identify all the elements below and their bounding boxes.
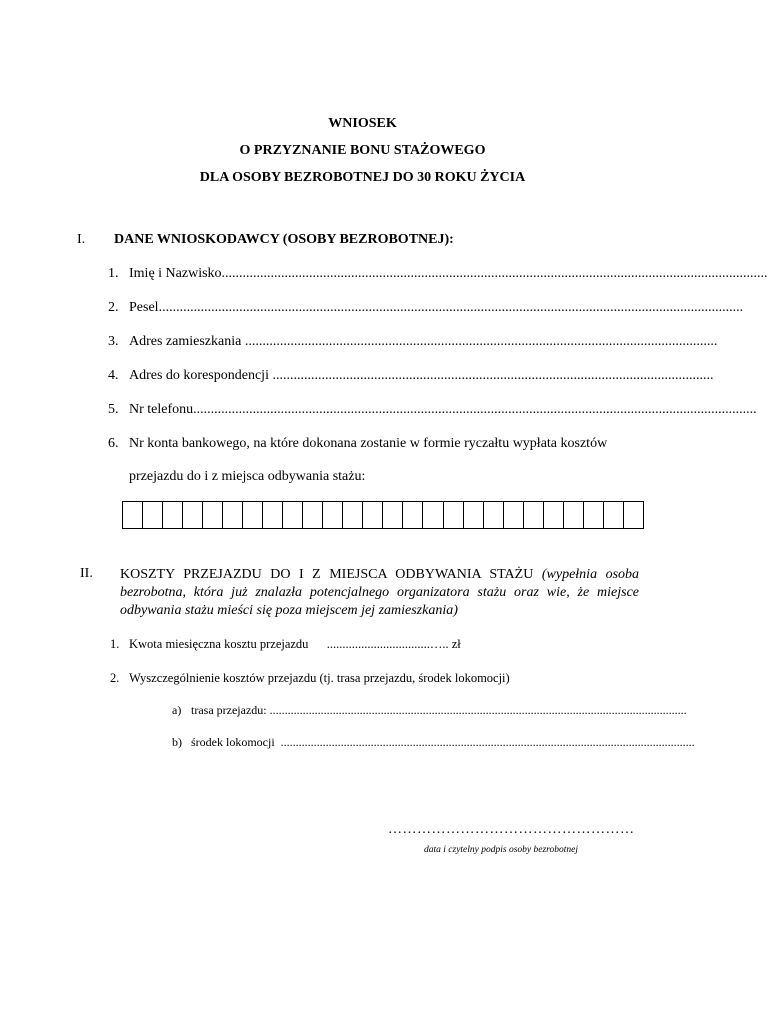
account-digit-box[interactable] (323, 502, 343, 528)
form-title-line-1: WNIOSEK (328, 116, 397, 131)
route-field-dots: ........................................................................................................................................... (266, 703, 687, 717)
address-field-dots: ....................................................................................................................................... (241, 334, 718, 349)
account-digit-box[interactable] (464, 502, 484, 528)
bank-account-label-line-1: Nr konta bankowego, na które dokonana zostanie w formie ryczałtu wypłata kosztów (129, 436, 608, 451)
route-field[interactable] (191, 703, 687, 718)
account-digit-box[interactable] (123, 502, 143, 528)
account-digit-box[interactable] (604, 502, 624, 528)
correspondence-address-field[interactable] (129, 368, 714, 384)
account-digit-box[interactable] (584, 502, 604, 528)
phone-field[interactable] (129, 402, 757, 418)
transport-field[interactable] (191, 735, 695, 750)
section-2-number: II. (80, 566, 93, 581)
item-1-number: 1. (108, 266, 119, 281)
section-2-heading: KOSZTY PRZEJAZDU DO I Z MIEJSCA ODBYWANIA STAŻU (120, 567, 534, 582)
account-digit-box[interactable] (163, 502, 183, 528)
pesel-field-label: Pesel (129, 300, 159, 315)
monthly-cost-label: Kwota miesięczna kosztu przejazdu (129, 637, 309, 651)
account-digit-box[interactable] (624, 502, 643, 528)
sec2-item-2-number: 2. (110, 671, 120, 685)
account-digit-box[interactable] (423, 502, 443, 528)
section-1-number: I. (77, 232, 86, 247)
account-digit-box[interactable] (524, 502, 544, 528)
account-digit-box[interactable] (183, 502, 203, 528)
transport-field-label: środek lokomocji (191, 735, 275, 749)
name-field[interactable] (129, 266, 768, 282)
sub-item-a-letter: a) (172, 703, 182, 717)
account-digit-box[interactable] (363, 502, 383, 528)
cost-breakdown-label: Wyszczególnienie kosztów przejazdu (tj. trasa przejazdu, środek lokomocji) (129, 671, 510, 685)
account-digit-box[interactable] (444, 502, 464, 528)
account-digit-box[interactable] (564, 502, 584, 528)
pesel-field-dots: ....................................................................................................................................................................... (158, 300, 744, 315)
pesel-field[interactable] (129, 300, 744, 316)
item-3-number: 3. (108, 334, 119, 349)
item-4-number: 4. (108, 368, 119, 383)
monthly-cost-dots: .................................….. (326, 637, 449, 651)
account-digit-box[interactable] (504, 502, 524, 528)
account-digit-box[interactable] (203, 502, 223, 528)
signature-line[interactable]: …………………………………………… (388, 822, 635, 837)
account-digit-box[interactable] (484, 502, 504, 528)
correspondence-address-field-label: Adres do korespondencji (129, 368, 269, 383)
item-5-number: 5. (108, 402, 119, 417)
correspondence-address-field-dots: .............................................................................................................................. (268, 368, 714, 383)
currency-unit: zł (451, 637, 461, 651)
sec2-item-1-number: 1. (110, 637, 120, 651)
monthly-cost-field[interactable] (129, 637, 461, 652)
bank-account-input[interactable] (122, 501, 644, 529)
account-digit-box[interactable] (544, 502, 564, 528)
account-digit-box[interactable] (283, 502, 303, 528)
account-digit-box[interactable] (263, 502, 283, 528)
account-digit-box[interactable] (383, 502, 403, 528)
section-1-heading: DANE WNIOSKODAWCY (OSOBY BEZROBOTNEJ): (114, 232, 454, 247)
section-2-header (120, 566, 639, 620)
bank-account-label-line-2: przejazdu do i z miejsca odbywania stażu: (129, 469, 366, 484)
form-title-line-3: DLA OSOBY BEZROBOTNEJ DO 30 ROKU ŻYCIA (199, 170, 526, 185)
address-field-label: Adres zamieszkania (129, 334, 242, 349)
name-field-label: Imię i Nazwisko (129, 266, 222, 281)
item-2-number: 2. (108, 300, 119, 315)
address-field[interactable] (129, 334, 718, 350)
account-digit-box[interactable] (143, 502, 163, 528)
phone-field-dots: ................................................................................................................................................................. (193, 402, 757, 417)
section-2-note: (wypełnia osoba bezrobotna, która już znalazła potencjalnego organizatora stażu oraz wie, że miejsce odbywania stażu mieści się poza miejscem jej zamieszkania) (120, 567, 640, 618)
account-digit-box[interactable] (243, 502, 263, 528)
account-digit-box[interactable] (343, 502, 363, 528)
transport-field-dots: .......................................................................................................................................... (274, 735, 695, 749)
item-6-number: 6. (108, 436, 119, 451)
account-digit-box[interactable] (223, 502, 243, 528)
name-field-dots: ............................................................................................................................................................ (221, 266, 768, 281)
phone-field-label: Nr telefonu (129, 402, 194, 417)
account-digit-box[interactable] (303, 502, 323, 528)
signature-caption: data i czytelny podpis osoby bezrobotnej (424, 845, 578, 855)
form-title-line-2: O PRZYZNANIE BONU STAŻOWEGO (239, 143, 486, 158)
sub-item-b-letter: b) (172, 735, 182, 749)
account-digit-box[interactable] (403, 502, 423, 528)
route-field-label: trasa przejazdu: (191, 703, 267, 717)
